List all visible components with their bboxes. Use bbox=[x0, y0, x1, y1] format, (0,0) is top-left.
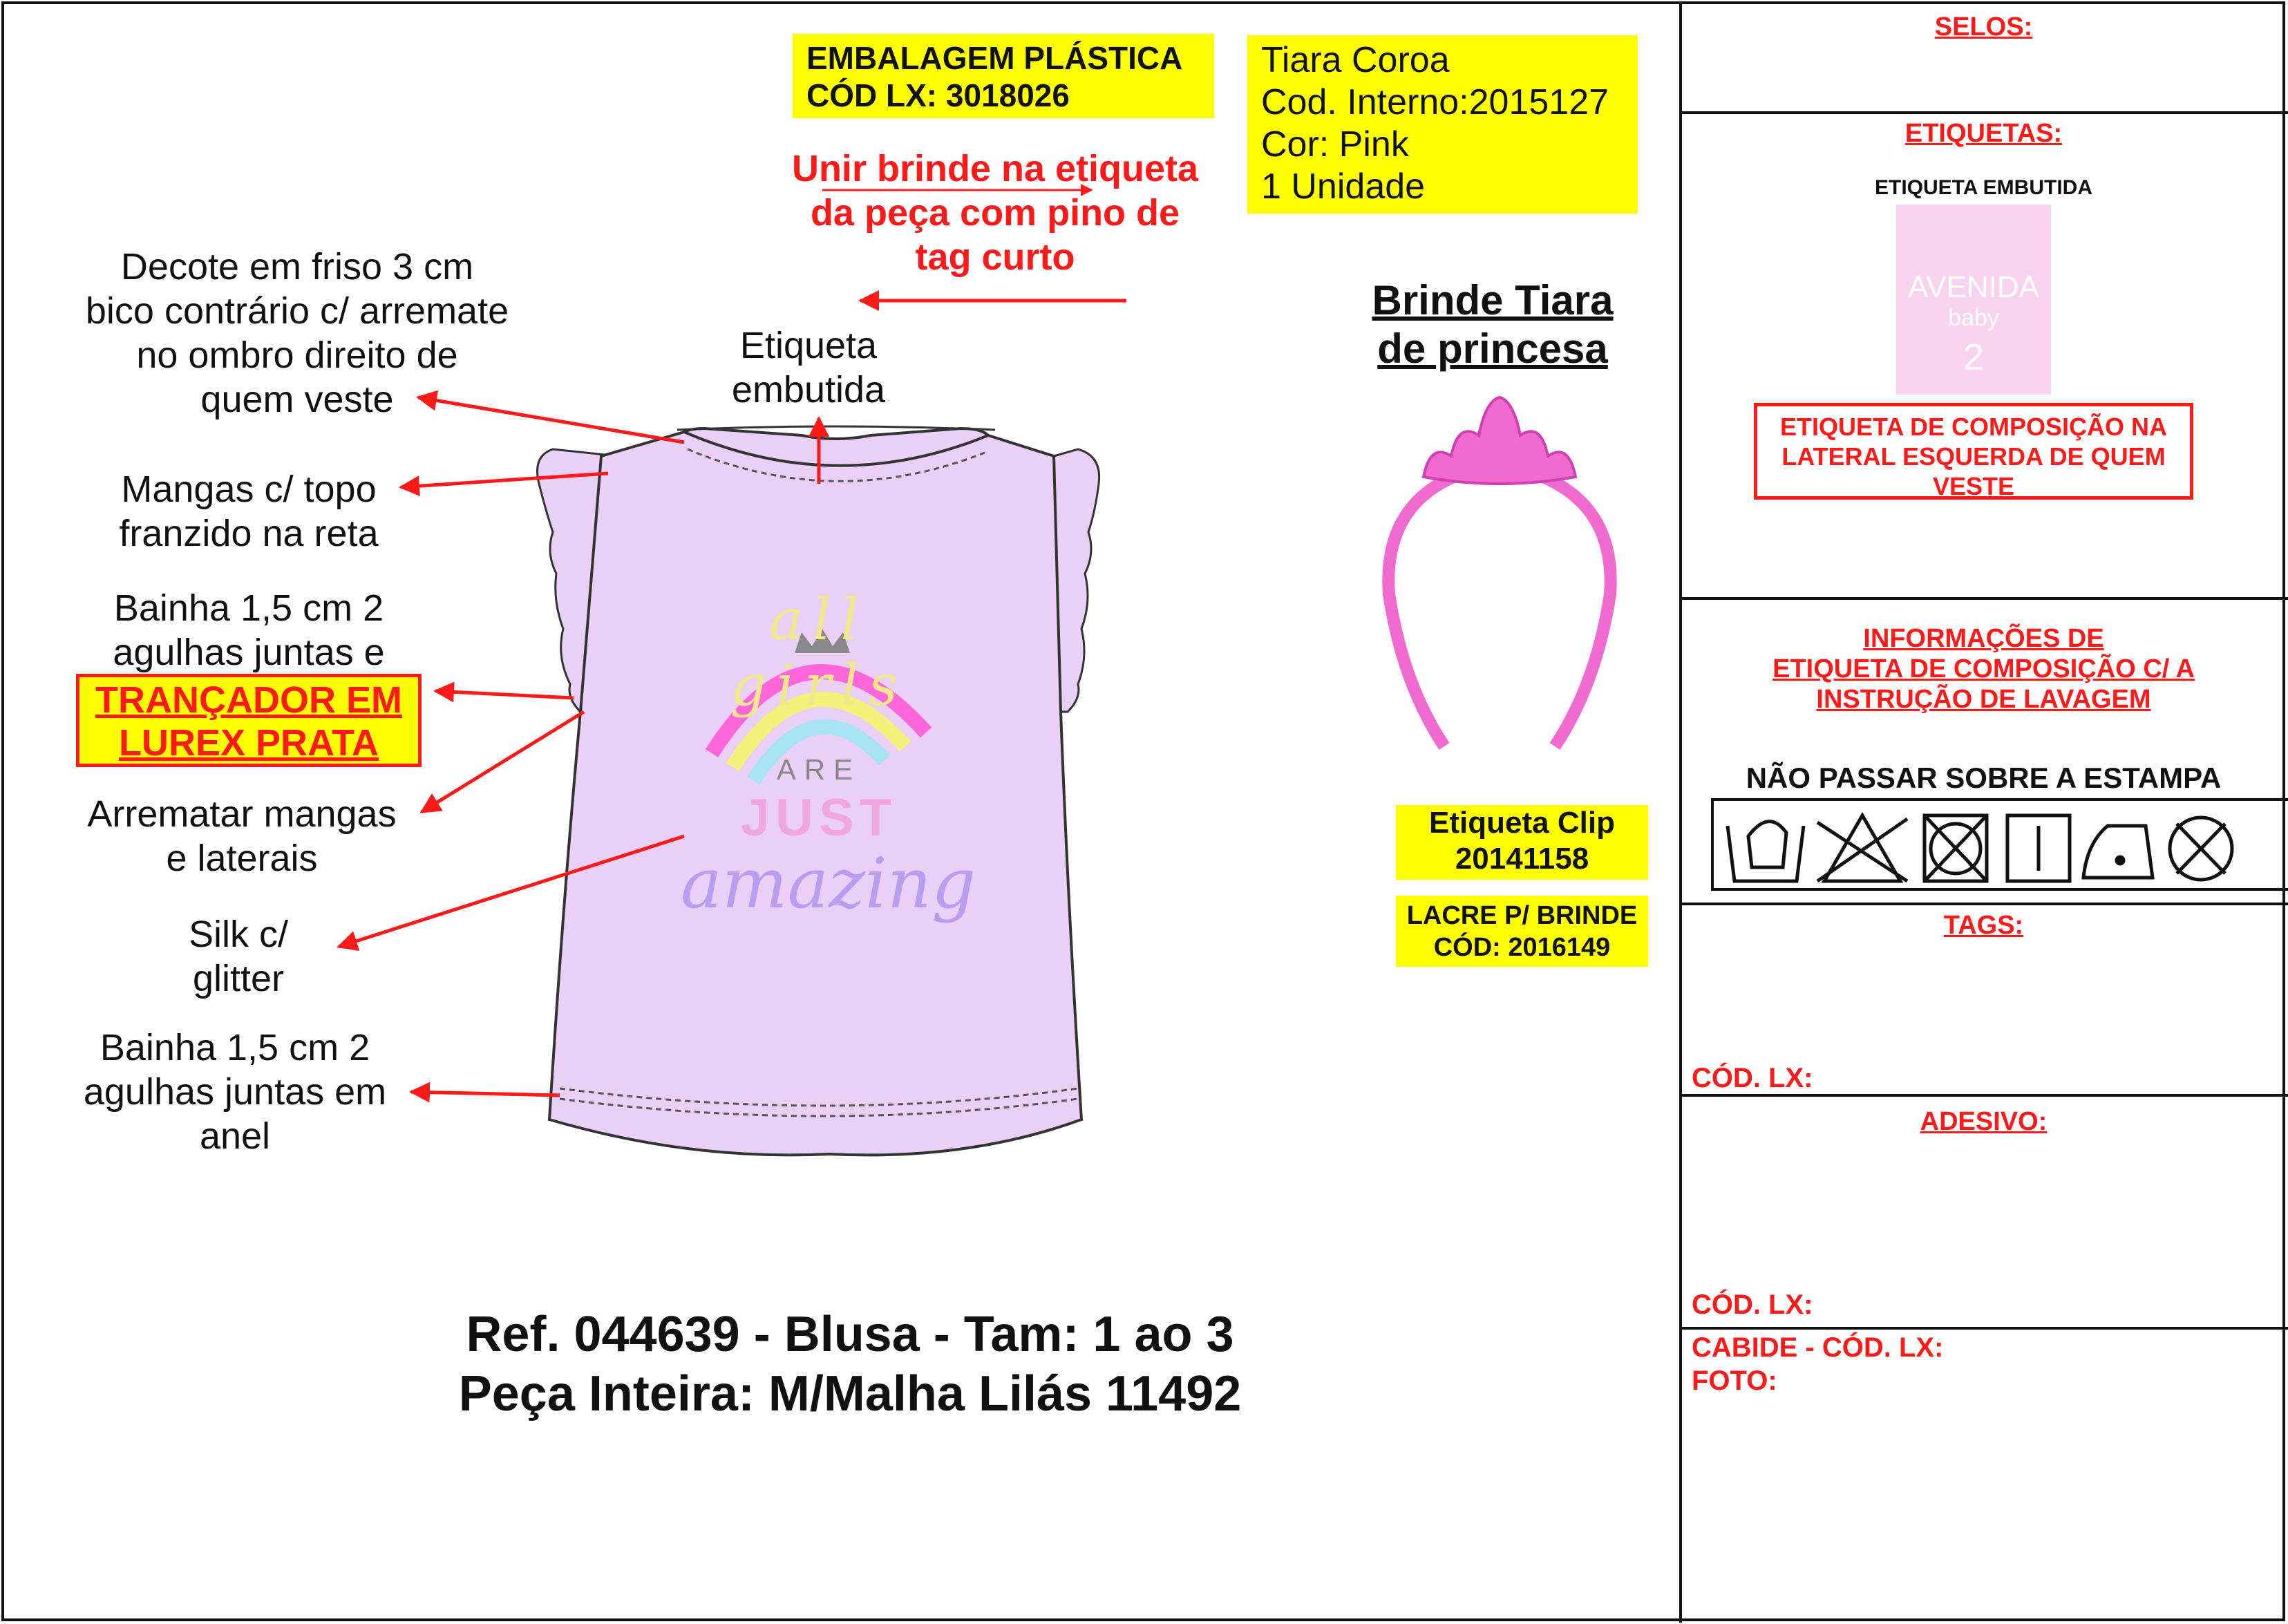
packaging-box bbox=[793, 34, 1214, 118]
foto-label: FOTO: bbox=[1692, 1366, 1777, 1396]
label-line: Etiqueta bbox=[739, 325, 878, 366]
finish-line: e laterais bbox=[166, 838, 318, 879]
panel-divider-4 bbox=[1679, 1094, 2288, 1097]
reference-block bbox=[387, 1305, 1313, 1424]
selos-heading: SELOS: bbox=[1934, 12, 2033, 41]
silk-line: glitter bbox=[192, 958, 285, 999]
hem-sleeve-line: Bainha 1,5 cm 2 bbox=[113, 587, 384, 629]
tiara-crown-icon bbox=[1424, 397, 1576, 484]
tiara-line-4: 1 Unidade bbox=[1261, 167, 1426, 207]
reference-line-2: Peça Inteira: M/Malha Lilás 11492 bbox=[458, 1366, 1242, 1422]
tags-heading: TAGS: bbox=[1943, 911, 2024, 940]
annotation-sleeves bbox=[83, 467, 415, 556]
info-title-line: ETIQUETA DE COMPOSIÇÃO C/ A bbox=[1772, 654, 2195, 683]
annotation-neckline bbox=[55, 245, 539, 422]
do-not-bleach-icon bbox=[1817, 815, 1907, 881]
adesivo-cod: CÓD. LX: bbox=[1692, 1290, 1813, 1320]
sleeves-line: Mangas c/ topo bbox=[121, 469, 377, 510]
composition-note-line: ETIQUETA DE COMPOSIÇÃO NA bbox=[1779, 413, 2168, 441]
tiara-line-1: Tiara Coroa bbox=[1261, 40, 1450, 80]
annotation-hem-sleeve bbox=[76, 586, 422, 674]
lurex-line: LUREX PRATA bbox=[119, 722, 379, 764]
composition-note-line: LATERAL ESQUERDA DE QUEM bbox=[1781, 442, 2166, 471]
hem-bottom-line: agulhas juntas em bbox=[83, 1071, 387, 1113]
seal-box bbox=[1396, 896, 1648, 967]
tiara-line-3: Cor: Pink bbox=[1261, 124, 1409, 164]
print-line-2: ARE bbox=[776, 753, 862, 786]
hem-sleeve-line: agulhas juntas e bbox=[113, 632, 385, 673]
packaging-line-2: CÓD LX: 3018026 bbox=[806, 77, 1070, 113]
hem-bottom-line: anel bbox=[199, 1115, 271, 1157]
cabide-cod: CABIDE - CÓD. LX: bbox=[1692, 1332, 1944, 1363]
annotation-label bbox=[691, 323, 926, 412]
print-line-3: JUST bbox=[740, 789, 898, 847]
no-iron-print-note: NÃO PASSAR SOBRE A ESTAMPA bbox=[1746, 762, 2222, 794]
clip-label-line: Etiqueta Clip bbox=[1429, 806, 1615, 840]
brand-label-sub: baby bbox=[1948, 305, 1999, 331]
info-title bbox=[1682, 623, 2285, 715]
iron-low-icon bbox=[2083, 826, 2153, 878]
neckline-line: quem veste bbox=[200, 379, 394, 420]
do-not-tumble-dry-icon bbox=[1925, 815, 1987, 881]
lurex-line: TRANÇADOR EM bbox=[95, 679, 402, 721]
adesivo-heading: ADESIVO: bbox=[1920, 1107, 2048, 1136]
seal-line: LACRE P/ BRINDE bbox=[1406, 901, 1638, 930]
info-title-line: INFORMAÇÕES DE bbox=[1863, 624, 2104, 653]
print-line-1: all girls bbox=[730, 587, 908, 719]
gift-title-line-1: Brinde Tiara bbox=[1372, 277, 1614, 323]
silk-line: Silk c/ bbox=[188, 914, 289, 955]
panel-divider-1 bbox=[1679, 111, 2288, 114]
etiquetas-heading: ETIQUETAS: bbox=[1904, 119, 2063, 148]
annotation-silk bbox=[145, 912, 332, 1001]
gift-note-line-2: da peça com pino de bbox=[810, 192, 1180, 234]
gift-note bbox=[767, 147, 1223, 279]
clip-label-line: 20141158 bbox=[1455, 842, 1589, 876]
hem-bottom-line: Bainha 1,5 cm 2 bbox=[100, 1027, 370, 1068]
neckline-line: bico contrário c/ arremate bbox=[85, 290, 509, 332]
sleeves-line: franzido na reta bbox=[119, 513, 379, 554]
print-line-4: amazing bbox=[681, 843, 976, 924]
brand-label-name: AVENIDA bbox=[1908, 270, 2039, 304]
gift-title-line-2: de princesa bbox=[1377, 325, 1608, 372]
annotation-hem-bottom bbox=[62, 1026, 408, 1158]
composition-note-line: VESTE bbox=[1932, 472, 2015, 500]
gift-note-line-3: tag curto bbox=[915, 236, 1075, 278]
hand-wash-icon bbox=[1728, 822, 1804, 881]
brand-label bbox=[1896, 205, 2051, 395]
neckline-line: no ombro direito de bbox=[136, 334, 458, 376]
etiqueta-embutida-label: ETIQUETA EMBUTIDA bbox=[1875, 176, 2092, 199]
gift-title bbox=[1341, 276, 1645, 373]
composition-note bbox=[1754, 403, 2193, 500]
label-line: embutida bbox=[731, 369, 886, 410]
seal-line: CÓD: 2016149 bbox=[1433, 933, 1611, 962]
panel-divider-3 bbox=[1679, 903, 2288, 905]
brand-label-size: 2 bbox=[1963, 337, 1985, 378]
panel-divider-2 bbox=[1679, 597, 2288, 600]
line-dry-icon bbox=[2007, 815, 2070, 881]
info-title-line: INSTRUÇÃO DE LAVAGEM bbox=[1816, 685, 2151, 714]
tiara-info-box bbox=[1247, 35, 1638, 214]
neckline-line: Decote em friso 3 cm bbox=[120, 246, 474, 287]
tiara-illustration bbox=[1388, 397, 1610, 746]
tiara-line-2: Cod. Interno:2015127 bbox=[1261, 82, 1609, 122]
clip-label-box bbox=[1396, 805, 1648, 880]
finish-line: Arrematar mangas bbox=[87, 793, 397, 835]
care-symbols bbox=[1712, 800, 2288, 889]
lurex-box bbox=[76, 674, 422, 767]
do-not-dry-clean-icon bbox=[2170, 818, 2232, 880]
reference-line-1: Ref. 044639 - Blusa - Tam: 1 ao 3 bbox=[466, 1307, 1234, 1362]
packaging-line-1: EMBALAGEM PLÁSTICA bbox=[806, 40, 1183, 76]
annotation-finish bbox=[62, 792, 422, 880]
panel-divider-5 bbox=[1679, 1327, 2288, 1330]
gift-note-line-1: Unir brinde na etiqueta bbox=[791, 148, 1199, 189]
tags-cod: CÓD. LX: bbox=[1692, 1063, 1813, 1093]
